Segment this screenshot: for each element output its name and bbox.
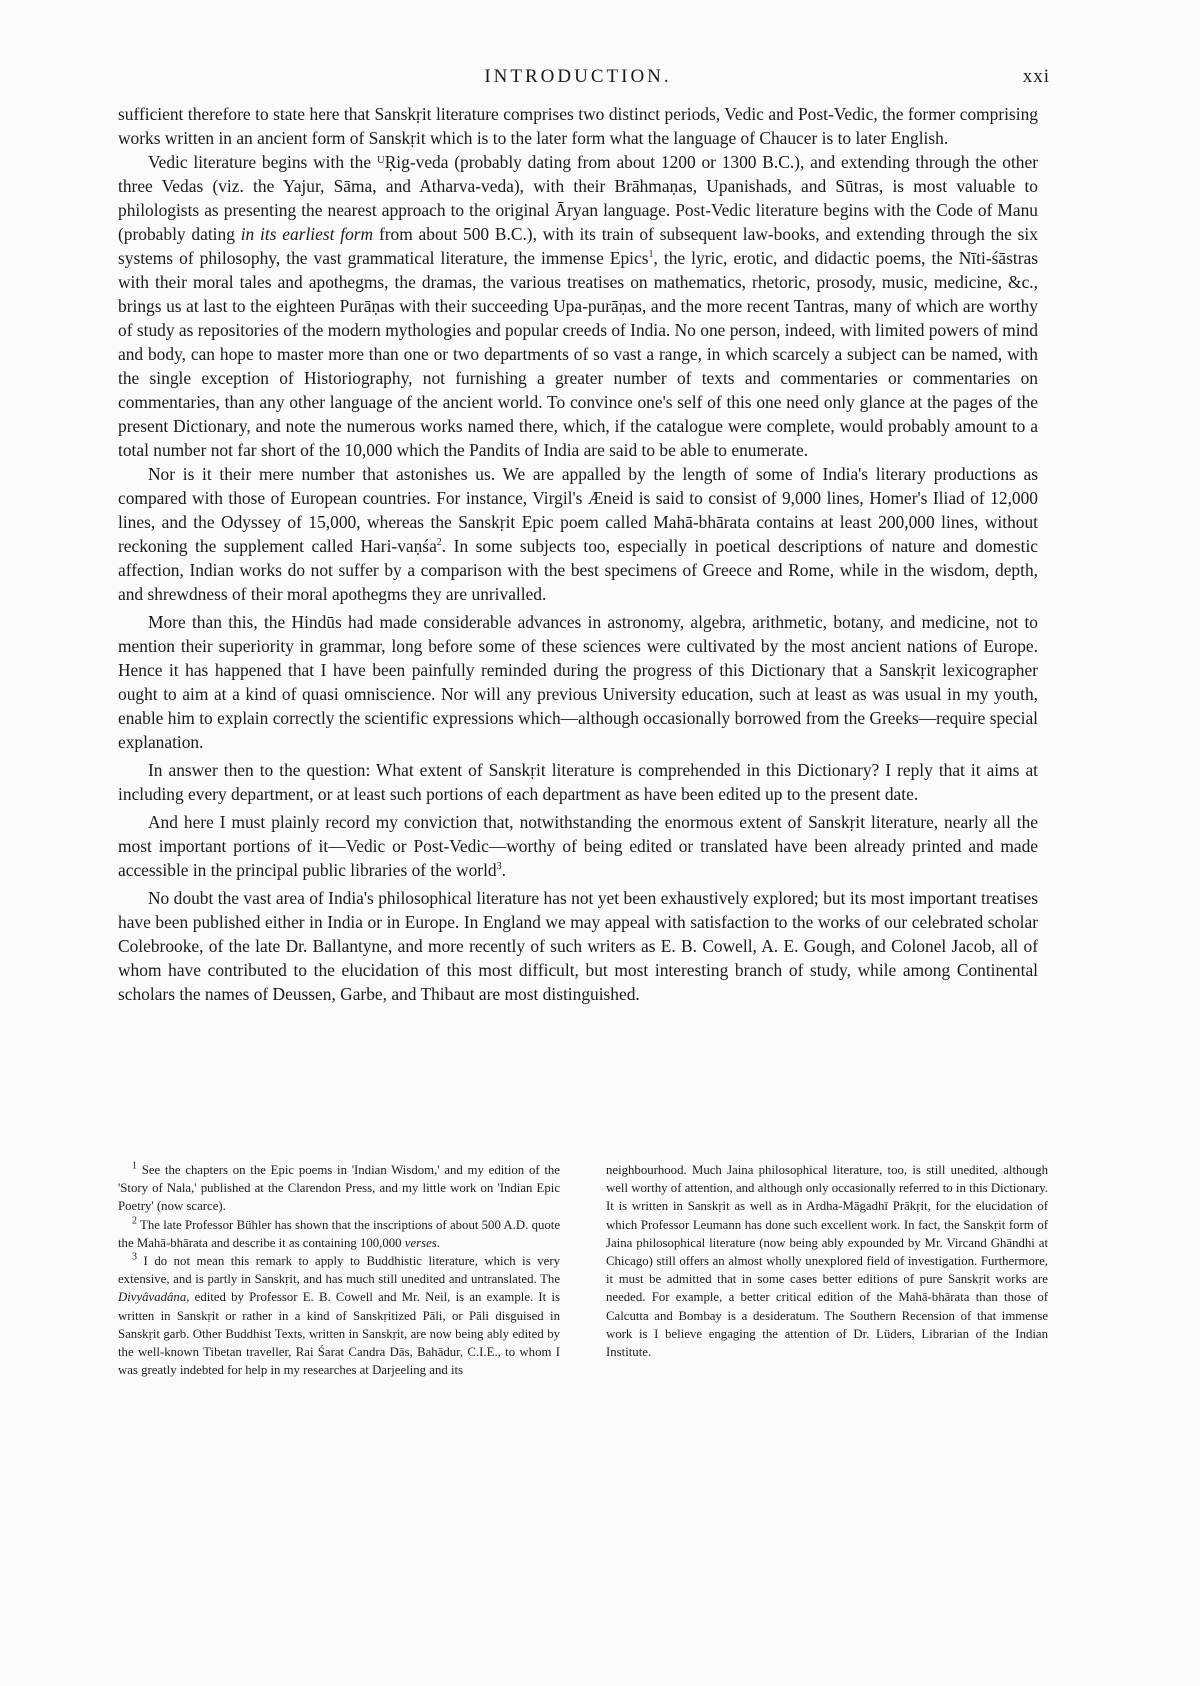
paragraph: No doubt the vast area of India's philosophical literature has not yet been exhaustively explored; but its most important treatises have been published either in India or in Europe. In England we may appeal with satisfaction to the works of our celebrated scholar Colebrooke, of the late Dr. Ballantyne, and more recently of such writers as E. B. Cowell, A. E. Gough, and Colonel Jacob, all of whom have contributed to the elucidation of this most difficult, but most interesting branch of study, while among Continental scholars the names of Deussen, Garbe, and Thibaut are most distinguished. [118,888,1038,1004]
text-run: Nor is it their mere number that astonishes us. We are appalled by the length of some of India's literary productions as compared with those of European countries. For instance, Virgil's Æneid is said to consist of 9,000 lines, Homer's Iliad of 12,000 lines, and the Odyssey of 15,000, whereas the Sanskṛit Epic poem called Mahā-bhārata contains at least 200,000 lines, without reckoning the supplement called Hari-vaṇśa [118,464,1038,556]
body-text [118,102,1038,1006]
footnote-column-right [606,1161,1048,1379]
footnote-text: I do not mean this remark to apply to Buddhistic literature, which is very extensive, and is partly in Sanskṛit, and has much still unedited and untranslated. The [118,1254,560,1287]
text-run: from about 500 B.C.), with its train of subsequent law-books, and extending through the six systems of philosophy, the vast grammatical literature, the immense Epics [118,224,1038,268]
italic-text: verses [404,1235,437,1250]
page [118,58,1050,1006]
footnote-text: The late Professor Bühler has shown that the inscriptions of about 500 A.D. quote the Mahā-bhārata and describe it as containing 100,000 [118,1217,561,1250]
footnote-3-continued: neighbourhood. Much Jaina philosophical literature, too, is still unedited, although well worthy of attention, and although only occasionally referred to in this Dictionary. It is written in Sanskṛit as well as in Ardha-Māgadhī Prākṛit, for the elucidation of which Professor Leumann has done such excellent work. In fact, the Sanskṛit form of Jaina philosophical literature (now being ably expounded by Mr. Vircand Ghāndhi at Chicago) still offers an almost wholly unexplored field of investigation. Furthermore, it must be admitted that in some cases better editions of pure Sanskṛit works are needed. For example, a better critical edition of the Mahā-bhārata than those of Calcutta and Bombay is a desideratum. The Southern Recension of that immense work is I believe engaging the attention of Dr. Lüders, Librarian of the Indian Institute. [606,1163,1048,1360]
paragraph [118,810,1038,882]
running-title: INTRODUCTION. [484,66,672,87]
running-header [118,58,1050,92]
footnote-text: , edited by Professor E. B. Cowell and Mr. Neil, is an example. It is written in Sanskṛit or rather in a kind of Sanskṛitized Pāli, or Pāli disguised in Sanskṛit garb. Other Buddhist Texts, written in Sanskṛit, are now being ably edited by the well-known Tibetan traveller, Rai Śarat Candra Dās, Bahādur, C.I.E., to whom I was greatly indebted for help in my researches at Darjeeling and its [118,1290,560,1378]
paragraph: More than this, the Hindūs had made considerable advances in astronomy, algebra, arithmetic, botany, and medicine, not to mention their superiority in grammar, long before some of these sciences were cultivated by the most ancient nations of Europe. Hence it has happened that I have been painfully reminded during the progress of this Dictionary that a Sanskṛit lexicographer ought to aim at a kind of quasi omniscience. Nor will any previous University education, such at least as was usual in my youth, enable him to explain correctly the scientific expressions which—although occasionally borrowed from the Greeks—require special explanation. [118,612,1038,752]
italic-text: Divyâvadâna [118,1290,187,1305]
paragraph: sufficient therefore to state here that Sanskṛit literature comprises two distinct periods, Vedic and Post-Vedic, the former comprising works written in an ancient form of Sanskṛit which is to the later form what the language of Chaucer is to later English. [118,104,1038,148]
text-run: , the lyric, erotic, and didactic poems, the Nīti-śāstras with their moral tales and apothegms, the dramas, the various treatises on mathematics, rhetoric, prosody, music, medicine, &c., brings us at last to the eighteen Purāṇas with their succeeding Upa-purāṇas, and the more recent Tantras, many of which are worthy of study as repositories of the modern mythologies and popular creeds of India. No one person, indeed, with limited powers of mind and body, can hope to master more than one or two departments of so vast a range, in which scarcely a subject can be named, with the single exception of Historiography, not furnishing a greater number of texts and commentaries or commentaries on commentaries, than any other language of the ancient world. To convince one's self of this one need only glance at the pages of the present Dictionary, and note the numerous works named there, which, if the catalogue were complete, would probably amount to a total number not far short of the 10,000 which the Pandits of India are said to be able to enumerate. [118,248,1038,460]
text-run: . In some subjects too, especially in poetical descriptions of nature and domestic affection, Indian works do not suffer by a comparison with the best specimens of Greece and Rome, while in the wisdom, depth, and shrewdness of their moral apothegms they are unrivalled. [118,536,1038,604]
footnote-3 [118,1252,560,1379]
footnote-mark: 3 [132,1251,137,1263]
footnote-text: . [436,1235,440,1250]
paragraph [118,462,1038,606]
paragraph: In answer then to the question: What extent of Sanskṛit literature is comprehended in this Dictionary? I reply that it aims at including every department, or at least such portions of each department as have been edited up to the present date. [118,760,1038,804]
footnote-column-left [118,1161,560,1379]
italic-text: in its earliest form [240,224,374,244]
footnote-ref[interactable]: 1 [648,249,654,261]
footnote-2 [118,1216,560,1252]
text-run: And here I must plainly record my conviction that, notwithstanding the enormous extent of Sanskṛit literature, nearly all the most important portions of it—Vedic or Post-Vedic—worthy of being edited or translated have been already printed and made accessible in the principal public libraries of the world [118,812,1038,880]
footnote-ref[interactable]: 2 [436,537,442,549]
text-run: Vedic literature begins with the ᵁṚig-veda (probably dating from about 1200 or 1300 B.C.), and extending through the other three Vedas (viz. the Yajur, Sāma, and Atharva-veda), with their Brāhmaṇas, Upanishads, and Sūtras, is most valuable to philologists as presenting the nearest approach to the original Āryan language. Post-Vedic literature begins with the Code of Manu (probably dating [118,152,1038,244]
footnote-1 [118,1161,560,1216]
footnotes [118,1161,1048,1379]
footnote-mark: 2 [132,1215,137,1227]
paragraph [118,150,1038,462]
footnote-text: See the chapters on the Epic poems in 'Indian Wisdom,' and my edition of the 'Story of Nala,' published at the Clarendon Press, and my little work on 'Indian Epic Poetry' (now scarce). [118,1163,560,1214]
footnote-ref[interactable]: 3 [496,861,502,873]
text-run: . [501,860,506,880]
page-number: xxi [1022,66,1050,87]
footnote-mark: 1 [132,1160,137,1172]
